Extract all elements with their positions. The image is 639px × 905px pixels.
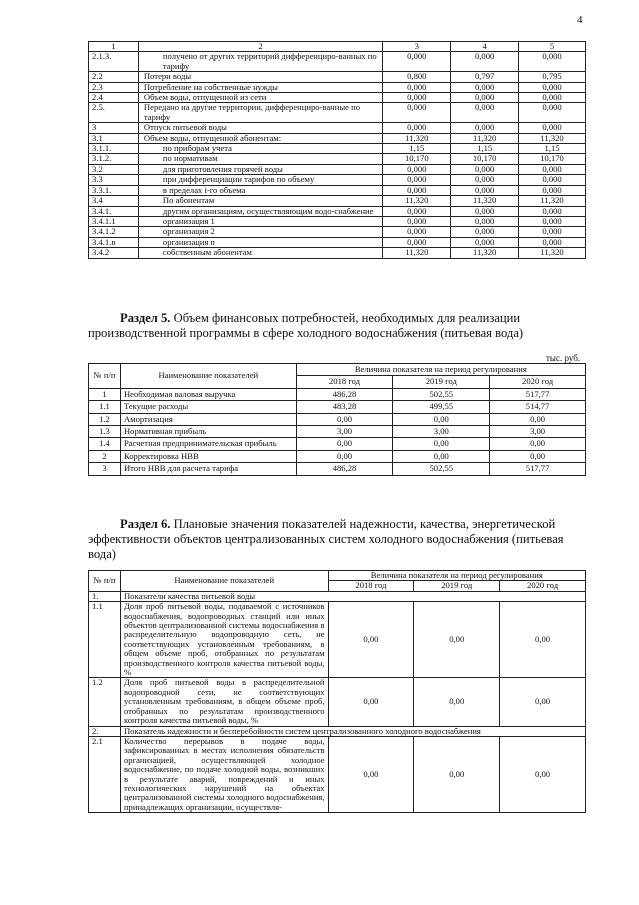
row-value: 11,320: [451, 196, 519, 206]
row-name: По абонентам: [138, 196, 382, 206]
row-value: 0,000: [451, 216, 519, 226]
row-value: 486,28: [296, 463, 393, 475]
col-header: 2: [138, 42, 382, 52]
row-value: 0,00: [393, 413, 490, 425]
row-number: 2.5.: [89, 103, 139, 123]
table-row: [89, 133, 586, 143]
row-name: Текущие расходы: [120, 401, 296, 413]
section6-label: Раздел 6.: [120, 517, 171, 531]
section5-label: Раздел 5.: [120, 311, 171, 325]
col-header-period: Величина показателя на период регулирования: [296, 364, 585, 376]
group-row: [89, 591, 586, 601]
col-header: 3: [383, 42, 451, 52]
col-header-year: 2018 год: [296, 376, 393, 388]
row-value: 10,170: [383, 154, 451, 164]
row-value: 0,000: [451, 93, 519, 103]
row-value: 0,000: [519, 227, 586, 237]
table-header-row: [89, 571, 586, 581]
table-row: [89, 736, 586, 812]
table-row: [89, 93, 586, 103]
row-name: Потребление на собственные нужды: [138, 82, 382, 92]
table-row: [89, 216, 586, 226]
row-value: 0,000: [451, 82, 519, 92]
row-value: 0,000: [451, 103, 519, 123]
row-value: 0,800: [383, 72, 451, 82]
row-value: 0,000: [383, 237, 451, 247]
row-value: 514,77: [490, 401, 586, 413]
row-value: 0,797: [451, 72, 519, 82]
row-number: 2.4: [89, 93, 139, 103]
row-value: 0,00: [500, 678, 586, 726]
row-number: 1.1: [89, 401, 121, 413]
table-row: [89, 82, 586, 92]
col-header: 4: [451, 42, 519, 52]
table-row: [89, 388, 586, 400]
row-value: 517,77: [490, 463, 586, 475]
row-name: Отпуск питьевой воды: [138, 123, 382, 133]
row-value: 0,00: [328, 736, 414, 812]
section5-title: Объем финансовых потребностей, необходимых для реализации производственной программы в сфере холодного водоснабжения (питьевая вода): [88, 311, 524, 340]
table-row: [89, 678, 586, 726]
row-value: 0,000: [519, 93, 586, 103]
row-value: 3,00: [296, 426, 393, 438]
row-name: Доля проб питьевой воды в распределительной водопроводной сети, не соответствующих установленным требованиям, в общем объеме проб, отобранных по результатам производственного контроля качества питьевой воды, %: [120, 678, 328, 726]
unit-label: тыс. руб.: [546, 353, 581, 363]
table-row: [89, 450, 586, 462]
col-header: 5: [519, 42, 586, 52]
row-value: 0,795: [519, 72, 586, 82]
row-number: 3.4: [89, 196, 139, 206]
row-name: Нормативная прибыль: [120, 426, 296, 438]
group-title: Показатель надежности и бесперебойности систем централизованного холодного водоснабжения: [120, 726, 585, 736]
row-value: 0,000: [383, 123, 451, 133]
row-number: 3.1.2.: [89, 154, 139, 164]
col-header-year: 2020 год: [500, 581, 586, 591]
row-number: 3.2: [89, 164, 139, 174]
row-value: 11,320: [519, 248, 586, 258]
row-value: 0,000: [383, 185, 451, 195]
row-value: 11,320: [451, 248, 519, 258]
row-number: 1.1: [89, 602, 121, 678]
table-row: [89, 123, 586, 133]
table-row: [89, 175, 586, 185]
col-header-num: № п/п: [89, 364, 121, 389]
row-number: 1: [89, 388, 121, 400]
row-value: 0,000: [451, 237, 519, 247]
table-row: [89, 401, 586, 413]
row-value: 502,55: [393, 463, 490, 475]
row-value: 11,320: [519, 196, 586, 206]
row-value: 0,000: [383, 227, 451, 237]
table-row: [89, 164, 586, 174]
row-value: 0,00: [500, 736, 586, 812]
row-value: 0,000: [451, 227, 519, 237]
row-number: 3: [89, 123, 139, 133]
row-value: 0,000: [383, 103, 451, 123]
row-number: 2.1.3.: [89, 52, 139, 72]
col-header-year: 2018 год: [328, 581, 414, 591]
row-number: 2.: [89, 726, 121, 736]
row-name: собственным абонентам: [138, 248, 382, 258]
row-value: 0,000: [451, 52, 519, 72]
row-value: 0,000: [519, 103, 586, 123]
col-header-year: 2019 год: [393, 376, 490, 388]
section6-title: Плановые значения показателей надежности, качества, энергетической эффективности объектов централизованных систем холодного водоснабжения (питьевая вода): [88, 517, 564, 561]
col-header-year: 2019 год: [414, 581, 500, 591]
row-number: 2.3: [89, 82, 139, 92]
col-header-name: Наименование показателей: [120, 364, 296, 389]
row-value: 10,170: [519, 154, 586, 164]
row-value: 3,00: [393, 426, 490, 438]
row-name: по приборам учета: [138, 144, 382, 154]
row-name: Передано на другие территории, дифференциро-ванные по тарифу: [138, 103, 382, 123]
row-number: 1.2: [89, 678, 121, 726]
table-row: [89, 154, 586, 164]
table-row: [89, 206, 586, 216]
table-row: [89, 602, 586, 678]
table-row: [89, 103, 586, 123]
reliability-indicators-table: [88, 570, 586, 813]
row-number: 2.1: [89, 736, 121, 812]
row-number: 3.4.2: [89, 248, 139, 258]
row-value: 1,15: [383, 144, 451, 154]
row-value: 0,00: [328, 602, 414, 678]
col-header-period: Величина показателя на период регулирования: [328, 571, 585, 581]
section5-heading: [88, 311, 586, 341]
table-row: [89, 426, 586, 438]
row-name: организация 2: [138, 227, 382, 237]
row-value: 0,000: [383, 52, 451, 72]
row-name: в пределах i-го объема: [138, 185, 382, 195]
row-number: 3: [89, 463, 121, 475]
table-header-row: [89, 42, 586, 52]
row-value: 0,000: [451, 164, 519, 174]
row-name: получено от других территорий дифференциро-ванных по тарифу: [138, 52, 382, 72]
col-header-num: № п/п: [89, 571, 121, 592]
row-value: 0,000: [519, 216, 586, 226]
row-value: 0,000: [451, 206, 519, 216]
row-number: 1.4: [89, 438, 121, 450]
row-value: 0,00: [490, 413, 586, 425]
row-value: 0,00: [414, 736, 500, 812]
row-name: организация n: [138, 237, 382, 247]
row-value: 0,00: [296, 450, 393, 462]
table-row: [89, 185, 586, 195]
row-name: для приготовления горячей воды: [138, 164, 382, 174]
row-name: Корректировка НВВ: [120, 450, 296, 462]
row-value: 11,320: [451, 133, 519, 143]
row-value: 0,00: [296, 413, 393, 425]
row-value: 0,00: [296, 438, 393, 450]
row-name: Объем воды, отпущенной из сети: [138, 93, 382, 103]
row-value: 0,00: [393, 438, 490, 450]
water-balance-table: [88, 41, 586, 259]
row-number: 1.3: [89, 426, 121, 438]
row-value: 0,000: [519, 52, 586, 72]
row-value: 0,000: [519, 185, 586, 195]
row-value: 11,320: [383, 196, 451, 206]
row-value: 0,000: [519, 164, 586, 174]
row-number: 2: [89, 450, 121, 462]
row-value: 502,55: [393, 388, 490, 400]
col-header-name: Наименование показателей: [120, 571, 328, 592]
row-number: 3.4.1.1: [89, 216, 139, 226]
row-name: Необходимая валовая выручка: [120, 388, 296, 400]
row-value: 3,00: [490, 426, 586, 438]
row-value: 0,00: [328, 678, 414, 726]
row-name: Амортизация: [120, 413, 296, 425]
row-value: 0,000: [383, 175, 451, 185]
table-row: [89, 463, 586, 475]
row-name: другим организациям, осуществляющим водо-снабжение: [138, 206, 382, 216]
row-name: Доля проб питьевой воды, подаваемой с источников водоснабжения, водопроводных станций или иных объектов централизованной системы водоснабжения в распределительную водопроводную сеть, не соответствующих установленным требованиям, в общем объеме проб, отобранных по результатам производственного контроля качества питьевой воды, %: [120, 602, 328, 678]
section6-heading: [88, 517, 586, 562]
table-row: [89, 52, 586, 72]
row-name: организация 1: [138, 216, 382, 226]
row-value: 499,55: [393, 401, 490, 413]
row-value: 0,000: [383, 216, 451, 226]
row-number: 3.1: [89, 133, 139, 143]
table-row: [89, 227, 586, 237]
row-value: 0,000: [519, 175, 586, 185]
row-value: 0,000: [451, 175, 519, 185]
row-name: при дифференциации тарифов по объему: [138, 175, 382, 185]
row-value: 11,320: [383, 248, 451, 258]
col-header-year: 2020 год: [490, 376, 586, 388]
row-value: 0,000: [383, 93, 451, 103]
financial-needs-table: [88, 363, 586, 476]
row-number: 3.4.1.: [89, 206, 139, 216]
table-row: [89, 413, 586, 425]
row-number: 3.3: [89, 175, 139, 185]
table-row: [89, 438, 586, 450]
row-number: 3.4.1.2: [89, 227, 139, 237]
group-row: [89, 726, 586, 736]
row-value: 0,000: [451, 185, 519, 195]
row-number: 3.3.1.: [89, 185, 139, 195]
row-name: Итого НВВ для расчета тарифа: [120, 463, 296, 475]
row-value: 1,15: [519, 144, 586, 154]
row-value: 0,00: [500, 602, 586, 678]
row-value: 11,320: [519, 133, 586, 143]
row-number: 3.4.1.n: [89, 237, 139, 247]
table-row: [89, 248, 586, 258]
row-value: 0,00: [414, 678, 500, 726]
row-value: 11,320: [383, 133, 451, 143]
row-number: 3.1.1.: [89, 144, 139, 154]
row-number: 1.2: [89, 413, 121, 425]
row-value: 0,00: [490, 450, 586, 462]
row-value: 0,000: [519, 206, 586, 216]
row-value: 10,170: [451, 154, 519, 164]
page-number: 4: [577, 14, 583, 26]
row-value: 0,000: [519, 82, 586, 92]
col-header: 1: [89, 42, 139, 52]
row-value: 0,000: [383, 206, 451, 216]
row-value: 0,00: [414, 602, 500, 678]
row-name: Количество перерывов в подаче воды, зафиксированных в местах исполнения обязательств организацией, осуществляющей холодное водоснабжение, по подаче холодной воды, возникших в результате аварий, повреждений и иных технологических нарушений на объектах централизованной системы холодного водоснабжения, принадлежащих организации, осуществля-: [120, 736, 328, 812]
row-value: 0,000: [451, 123, 519, 133]
row-number: 1.: [89, 591, 121, 601]
row-value: 0,000: [383, 82, 451, 92]
table-header-row: [89, 364, 586, 376]
row-value: 0,000: [383, 164, 451, 174]
row-name: Потери воды: [138, 72, 382, 82]
row-number: 2.2: [89, 72, 139, 82]
row-name: Объем воды, отпущенной абонентам:: [138, 133, 382, 143]
row-value: 517,77: [490, 388, 586, 400]
group-title: Показатели качества питьевой воды: [120, 591, 585, 601]
table-row: [89, 72, 586, 82]
table-row: [89, 144, 586, 154]
table-row: [89, 196, 586, 206]
row-name: Расчетная предпринимательская прибыль: [120, 438, 296, 450]
row-value: 1,15: [451, 144, 519, 154]
table-row: [89, 237, 586, 247]
row-value: 0,00: [393, 450, 490, 462]
row-name: по нормативам: [138, 154, 382, 164]
row-value: 486,28: [296, 388, 393, 400]
row-value: 0,00: [490, 438, 586, 450]
row-value: 483,28: [296, 401, 393, 413]
row-value: 0,000: [519, 123, 586, 133]
row-value: 0,000: [519, 237, 586, 247]
